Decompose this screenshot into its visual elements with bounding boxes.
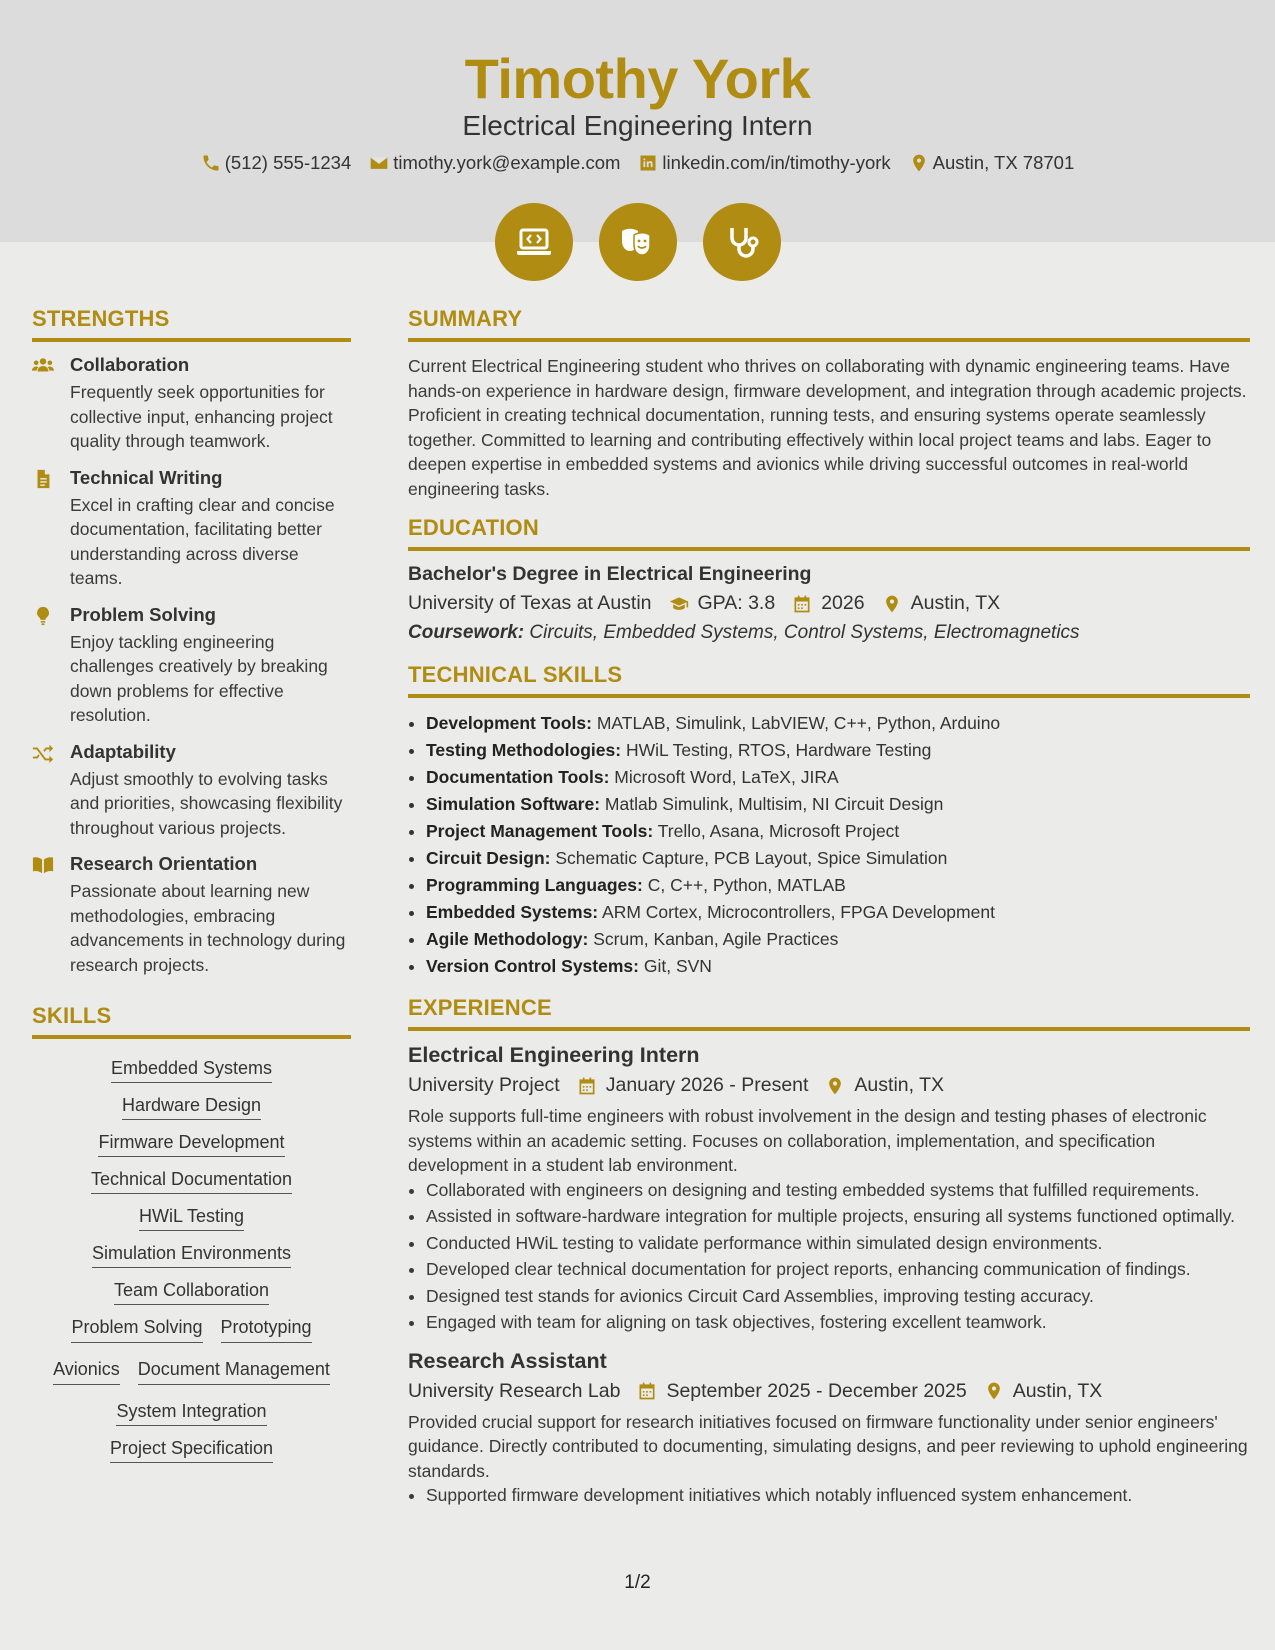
location-text: Austin, TX 78701	[932, 152, 1075, 173]
technical-skills-heading: TECHNICAL SKILLS	[408, 662, 1250, 698]
skill-tag	[36, 1057, 347, 1079]
strength-title: Adaptability	[70, 740, 176, 762]
skill-tag	[36, 1168, 347, 1190]
calendar-icon	[791, 594, 813, 614]
contact-bar	[0, 152, 1275, 174]
skill-tag	[36, 1437, 347, 1459]
map-marker-icon	[881, 594, 903, 614]
degree-title: Bachelor's Degree in Electrical Engineering	[408, 563, 812, 585]
job-title: Research Assistant	[408, 1348, 607, 1373]
technical-skill-label: Agile Methodology:	[426, 929, 589, 949]
technical-skill-value: Microsoft Word, LaTeX, JIRA	[614, 767, 839, 787]
map-marker-icon	[983, 1381, 1005, 1401]
job-bullet: • Assisted in software-hardware integration for multiple projects, ensuring all systems functioned optimally.	[426, 1204, 1250, 1229]
candidate-title: Electrical Engineering Intern	[462, 110, 813, 141]
shuffle-icon	[32, 741, 54, 841]
resume-header	[0, 0, 1275, 242]
education-meta	[408, 592, 1250, 615]
book-icon	[32, 853, 54, 977]
page-number: 1/2	[624, 1572, 651, 1593]
skill-tag: Prototyping	[221, 1316, 312, 1343]
lightbulb-icon	[32, 604, 54, 728]
strength-item	[32, 467, 351, 591]
strength-text: Frequently seek opportunities for collective input, enhancing project quality through teamwork.	[70, 382, 333, 451]
skill-row	[36, 1358, 347, 1385]
job-entry	[408, 1043, 1250, 1335]
job-bullet: • Supported firmware development initiatives which notably influenced system enhancement.	[426, 1483, 1250, 1508]
job-org: University Project	[408, 1074, 560, 1096]
coursework-label: Coursework:	[408, 622, 525, 643]
graduation-year: 2026	[821, 592, 865, 614]
technical-skills-list	[408, 710, 1250, 980]
strength-text: Enjoy tackling engineering challenges creatively by breaking down problems for effective resolution.	[70, 631, 328, 725]
technical-skill-value: MATLAB, Simulink, LabVIEW, C++, Python, Arduino	[596, 713, 1001, 733]
technical-skill-label: Simulation Software:	[426, 794, 601, 814]
skill-tag-label: Simulation Environments	[92, 1243, 291, 1268]
interest-icons	[0, 203, 1275, 281]
document-icon	[32, 467, 54, 591]
technical-skill-value: Git, SVN	[643, 956, 712, 976]
skills-heading: SKILLS	[32, 1003, 351, 1039]
technical-skill-label: Development Tools:	[426, 713, 592, 733]
technical-skill-value: Scrum, Kanban, Agile Practices	[593, 929, 839, 949]
phone-text: (512) 555-1234	[224, 152, 352, 173]
skills-list	[32, 1057, 351, 1459]
job-location: Austin, TX	[1012, 1379, 1103, 1402]
candidate-name: Timothy York	[464, 47, 811, 110]
technical-skill-item	[426, 818, 1250, 845]
stethoscope-icon	[703, 203, 781, 281]
skill-row	[36, 1316, 347, 1343]
summary-text: Current Electrical Engineering student who thrives on collaborating with dynamic engineering teams. Have hands-on experience in hardware design, firmware development, and integration through academic projects. Proficient in creating technical documentation, running tests, and ensuring systems operate seamlessly together. Committed to learning and contributing effectively within local project teams and labs. Eager to deepen expertise in embedded systems and avionics while driving successful outcomes in real-world engineering tasks.	[408, 356, 1247, 499]
map-marker-icon	[909, 153, 929, 173]
strength-text: Adjust smoothly to evolving tasks and priorities, showcasing flexibility throughout various projects.	[70, 768, 343, 838]
job-description: Role supports full-time engineers with robust involvement in the design and testing phases of electronic systems within an academic setting. Focuses on collaboration, implementation, and specification development in a student lab environment.	[408, 1106, 1207, 1175]
school-name: University of Texas at Austin	[408, 592, 652, 614]
technical-skill-item	[426, 926, 1250, 953]
skill-tag-label: Project Specification	[110, 1438, 273, 1463]
technical-skill-label: Testing Methodologies:	[426, 740, 622, 760]
calendar-icon	[576, 1076, 598, 1096]
strengths-heading: STRENGTHS	[32, 306, 351, 342]
skill-tag	[36, 1242, 347, 1264]
contact-location	[909, 152, 1075, 174]
strength-title: Research Orientation	[70, 853, 258, 874]
skill-tag-label: System Integration	[116, 1401, 266, 1426]
coursework	[408, 622, 1250, 644]
technical-skill-value: Trello, Asana, Microsoft Project	[657, 821, 900, 841]
skill-tag	[36, 1205, 347, 1227]
technical-skill-item	[426, 710, 1250, 737]
technical-skill-label: Circuit Design:	[426, 848, 551, 868]
experience-list	[408, 1043, 1250, 1508]
phone-icon	[201, 153, 221, 173]
skill-tag-label: HWiL Testing	[139, 1206, 244, 1231]
technical-skill-value: Schematic Capture, PCB Layout, Spice Simulation	[555, 848, 948, 868]
skill-tag	[36, 1279, 347, 1301]
contact-linkedin[interactable]	[638, 152, 890, 174]
strength-title: Problem Solving	[70, 603, 216, 625]
skill-tag-label: Hardware Design	[122, 1095, 261, 1120]
job-bullets	[408, 1178, 1250, 1335]
skill-tag	[36, 1094, 347, 1116]
strength-item	[32, 604, 351, 728]
job-bullet: • Engaged with team for aligning on task objectives, fostering excellent teamwork.	[426, 1310, 1250, 1335]
skill-tag-label: Embedded Systems	[111, 1058, 272, 1083]
job-title: Electrical Engineering Intern	[408, 1043, 700, 1067]
strength-text: Excel in crafting clear and concise documentation, facilitating better understanding across diverse teams.	[70, 494, 335, 588]
technical-skill-label: Programming Languages:	[426, 875, 643, 895]
job-bullets	[408, 1483, 1250, 1508]
graduation-cap-icon	[668, 594, 690, 614]
job-location: Austin, TX	[854, 1074, 945, 1096]
technical-skill-item	[426, 791, 1250, 818]
theater-masks-icon	[599, 203, 677, 281]
skill-tag-label: Firmware Development	[98, 1132, 284, 1157]
strength-text: Passionate about learning new methodologies, embracing advancements in technology during research projects.	[70, 881, 346, 975]
skill-tag: Problem Solving	[71, 1316, 202, 1343]
contact-email[interactable]	[369, 152, 620, 174]
calendar-icon	[636, 1381, 658, 1401]
technical-skill-label: Embedded Systems:	[426, 902, 599, 922]
job-org: University Research Lab	[408, 1379, 621, 1402]
left-column	[32, 306, 351, 1459]
email-text: timothy.york@example.com	[393, 152, 621, 173]
strength-title: Collaboration	[70, 354, 190, 375]
technical-skill-label: Project Management Tools:	[426, 821, 654, 841]
job-bullet: • Designed test stands for avionics Circuit Card Assemblies, improving testing accuracy.	[426, 1284, 1250, 1309]
technical-skill-value: Matlab Simulink, Multisim, NI Circuit Design	[604, 794, 944, 814]
summary-heading: SUMMARY	[408, 306, 1250, 342]
skill-tag: Document Management	[138, 1358, 330, 1385]
strength-title: Technical Writing	[70, 466, 223, 488]
technical-skill-value: HWiL Testing, RTOS, Hardware Testing	[625, 740, 932, 760]
strength-item	[32, 354, 351, 454]
map-marker-icon	[824, 1076, 846, 1096]
coursework-list: Circuits, Embedded Systems, Control Systems, Electromagnetics	[529, 622, 1080, 643]
technical-skill-value: ARM Cortex, Microcontrollers, FPGA Development	[602, 902, 995, 922]
strength-item	[32, 853, 351, 977]
contact-phone[interactable]	[201, 152, 352, 174]
skill-tag-label: Technical Documentation	[91, 1169, 292, 1194]
technical-skill-item	[426, 899, 1250, 926]
linkedin-icon	[638, 153, 658, 173]
job-meta	[408, 1380, 1250, 1403]
school-location: Austin, TX	[910, 592, 1001, 614]
envelope-icon	[369, 153, 389, 173]
skill-tag: Avionics	[53, 1358, 120, 1385]
job-dates: January 2026 - Present	[605, 1074, 809, 1096]
education-heading: EDUCATION	[408, 515, 1250, 551]
technical-skill-item	[426, 764, 1250, 791]
laptop-code-icon	[495, 203, 573, 281]
gpa: GPA: 3.8	[697, 592, 776, 614]
job-entry	[408, 1349, 1250, 1508]
technical-skill-item	[426, 737, 1250, 764]
job-description: Provided crucial support for research initiatives focused on firmware functionality under senior engineers' guidance. Directly contributed to documenting, simulating designs, and peer reviewing to uphold engineering standards.	[408, 1411, 1248, 1481]
technical-skill-label: Version Control Systems:	[426, 956, 639, 976]
technical-skill-value: C, C++, Python, MATLAB	[647, 875, 846, 895]
technical-skill-item	[426, 845, 1250, 872]
technical-skill-item	[426, 953, 1250, 980]
experience-heading: EXPERIENCE	[408, 995, 1250, 1031]
skill-tag	[36, 1131, 347, 1153]
job-bullet: • Developed clear technical documentation for project reports, enhancing communication of findings.	[426, 1257, 1250, 1282]
technical-skill-item	[426, 872, 1250, 899]
job-bullet: • Conducted HWiL testing to validate performance within simulated design environments.	[426, 1231, 1250, 1256]
job-dates: September 2025 - December 2025	[666, 1379, 967, 1402]
linkedin-text: linkedin.com/in/timothy-york	[662, 152, 891, 173]
strengths-list	[32, 354, 351, 977]
users-icon	[32, 354, 54, 454]
technical-skill-label: Documentation Tools:	[426, 767, 610, 787]
job-bullet: • Collaborated with engineers on designing and testing embedded systems that fulfilled requirements.	[426, 1178, 1250, 1203]
job-meta	[408, 1074, 1250, 1097]
skill-tag-label: Team Collaboration	[114, 1280, 269, 1305]
right-column	[408, 306, 1250, 1522]
skill-tag	[36, 1400, 347, 1422]
strength-item	[32, 741, 351, 841]
